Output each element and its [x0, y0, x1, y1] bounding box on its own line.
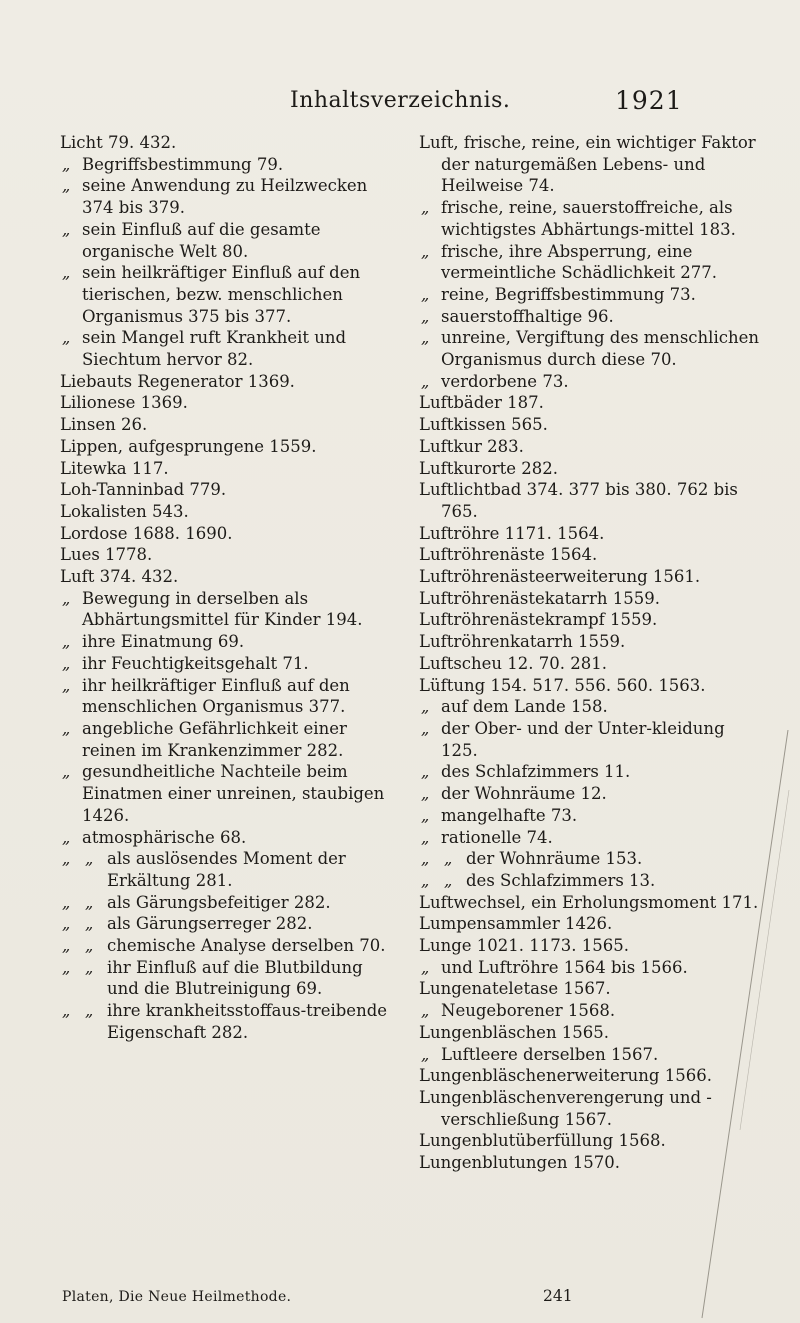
page-number: 1921: [615, 86, 683, 115]
ditto-mark: „: [421, 784, 430, 804]
index-entry-text: als auslösendes Moment der Erkältung 281.: [107, 849, 346, 890]
index-entry: [60, 544, 390, 566]
index-entry-text: Linsen 26.: [60, 415, 148, 435]
index-entry: [60, 675, 390, 718]
index-entry: [60, 913, 390, 935]
index-entry-text: Luftkurorte 282.: [419, 458, 559, 478]
ditto-mark: „: [62, 632, 71, 652]
ditto-mark: „: [421, 241, 430, 261]
index-entry-text: als Gärungserreger 282.: [107, 914, 313, 934]
index-entry-text: Luftkissen 565.: [419, 415, 548, 435]
index-entry-text: ihr heilkräftiger Einfluß auf den menschlichen Organismus 377.: [82, 675, 350, 717]
ditto-mark: „: [421, 849, 430, 869]
index-entry-text: Lilionese 1369.: [60, 393, 188, 413]
ditto-mark: „: [421, 697, 430, 717]
index-entry: [60, 371, 390, 393]
index-entry: [419, 631, 764, 653]
index-entry-text: Lues 1778.: [60, 545, 153, 565]
index-entry: [60, 848, 390, 891]
index-entry: [60, 631, 390, 653]
index-entry: [419, 479, 764, 522]
index-entry-text: mangelhafte 73.: [441, 805, 578, 825]
index-entry: [419, 284, 764, 306]
index-entry-text: Luftleere derselben 1567.: [441, 1044, 659, 1064]
index-entry: [419, 675, 764, 697]
ditto-mark: „: [421, 1044, 430, 1064]
page-edge-mark: [700, 730, 790, 1320]
index-entry-text: seine Anwendung zu Heilzwecken 374 bis 379.: [82, 176, 368, 218]
index-entry-text: der Wohnräume 12.: [441, 784, 607, 804]
index-entry-text: Lungenbläschen 1565.: [419, 1022, 610, 1042]
index-entry-text: gesundheitliche Nachteile beim Einatmen einer unreinen, staubigen 1426.: [82, 762, 385, 825]
index-entry: [60, 1000, 390, 1043]
index-entry: [419, 544, 764, 566]
index-entry-text: ihr Feuchtigkeitsgehalt 71.: [82, 653, 309, 673]
ditto-mark: „: [85, 957, 94, 977]
index-entry-text: als Gärungsbefeitiger 282.: [107, 892, 331, 912]
index-entry: [419, 414, 764, 436]
index-entry-text: ihre Einatmung 69.: [82, 632, 245, 652]
index-entry-text: der Ober- und der Unter-kleidung 125.: [441, 718, 725, 760]
index-entry: [419, 241, 764, 284]
index-entry-text: Luftbäder 187.: [419, 393, 544, 413]
index-entry: [60, 175, 390, 218]
index-entry: [60, 588, 390, 631]
index-entry-text: verdorbene 73.: [441, 371, 569, 391]
index-entry: [60, 501, 390, 523]
running-title: Inhaltsverzeichnis.: [290, 88, 511, 113]
index-entry-text: Lungenbläschenerweiterung 1566.: [419, 1066, 712, 1086]
index-entry-text: sauerstoffhaltige 96.: [441, 306, 614, 326]
ditto-mark: „: [421, 198, 430, 218]
index-entry-text: und Luftröhre 1564 bis 1566.: [441, 957, 688, 977]
index-entry-text: Lungenateletase 1567.: [419, 979, 611, 999]
index-entry: [60, 327, 390, 370]
index-entry-text: Luftwechsel, ein Erholungsmoment 171.: [419, 892, 759, 912]
index-entry: [60, 132, 390, 154]
index-entry: [419, 327, 764, 370]
index-entry-text: des Schlafzimmers 11.: [441, 762, 631, 782]
ditto-mark: „: [62, 653, 71, 673]
index-entry-text: reine, Begriffsbestimmung 73.: [441, 284, 696, 304]
ditto-mark: „: [62, 328, 71, 348]
ditto-mark: „: [421, 284, 430, 304]
index-entry-text: Liebauts Regenerator 1369.: [60, 371, 295, 391]
index-column-left: [60, 132, 390, 1044]
signature-number: 241: [543, 1287, 573, 1305]
ditto-mark: „: [421, 827, 430, 847]
index-entry: [419, 436, 764, 458]
index-entry: [60, 479, 390, 501]
index-entry-text: Luftscheu 12. 70. 281.: [419, 653, 608, 673]
index-entry: [419, 197, 764, 240]
index-entry-text: Lunge 1021. 1173. 1565.: [419, 936, 629, 956]
index-entry-text: Luft, frische, reine, ein wichtiger Faktor der naturgemäßen Lebens- und Heilweise 74.: [419, 133, 756, 196]
ditto-mark: „: [62, 827, 71, 847]
index-entry-text: rationelle 74.: [441, 827, 553, 847]
ditto-mark: „: [85, 936, 94, 956]
index-entry-text: Loh-Tanninbad 779.: [60, 480, 227, 500]
page-header: [0, 86, 800, 120]
index-entry-text: Luftröhrenkatarrh 1559.: [419, 632, 626, 652]
ditto-mark: „: [62, 892, 71, 912]
ditto-mark: „: [85, 892, 94, 912]
index-entry-text: Lumpensammler 1426.: [419, 914, 613, 934]
index-entry: [419, 653, 764, 675]
index-entry-text: Begriffsbestimmung 79.: [82, 154, 284, 174]
index-entry-text: des Schlafzimmers 13.: [466, 870, 656, 890]
index-entry: [60, 718, 390, 761]
index-entry-text: frische, ihre Absperrung, eine vermeintliche Schädlichkeit 277.: [441, 241, 717, 283]
index-entry-text: Bewegung in derselben als Abhärtungsmittel für Kinder 194.: [82, 588, 363, 630]
index-entry: [60, 566, 390, 588]
index-entry-text: Luftröhrenäste 1564.: [419, 545, 598, 565]
index-entry-text: Neugeborener 1568.: [441, 1001, 616, 1021]
index-entry-text: angebliche Gefährlichkeit einer reinen im Krankenzimmer 282.: [82, 718, 347, 760]
index-entry-text: Lordose 1688. 1690.: [60, 523, 233, 543]
index-entry: [419, 609, 764, 631]
ditto-mark: „: [62, 849, 71, 869]
index-entry: [419, 392, 764, 414]
index-entry: [60, 262, 390, 327]
index-entry: [60, 935, 390, 957]
index-entry-text: Lokalisten 543.: [60, 501, 189, 521]
ditto-mark: „: [85, 1001, 94, 1021]
footer-source: Platen, Die Neue Heilmethode.: [62, 1289, 292, 1305]
ditto-mark: „: [421, 371, 430, 391]
index-entry: [60, 154, 390, 176]
index-entry: [60, 458, 390, 480]
ditto-mark: „: [421, 762, 430, 782]
ditto-mark: „: [85, 849, 94, 869]
index-entry-text: Lungenblutüberfüllung 1568.: [419, 1131, 666, 1151]
index-entry-text: Lippen, aufgesprungene 1559.: [60, 436, 317, 456]
index-entry-text: Luftkur 283.: [419, 436, 524, 456]
index-entry: [419, 696, 764, 718]
index-entry: [60, 827, 390, 849]
index-entry-text: chemische Analyse derselben 70.: [107, 936, 386, 956]
index-entry-text: frische, reine, sauerstoffreiche, als wichtigstes Abhärtungs-mittel 183.: [441, 198, 736, 239]
index-entry-text: Luftröhre 1171. 1564.: [419, 523, 605, 543]
index-entry: [60, 523, 390, 545]
ditto-mark: „: [62, 718, 71, 738]
ditto-mark: „: [421, 328, 430, 348]
index-entry-text: Licht 79. 432.: [60, 133, 177, 152]
ditto-mark: „: [62, 588, 71, 608]
index-entry-text: auf dem Lande 158.: [441, 697, 608, 717]
ditto-mark: „: [62, 762, 71, 782]
ditto-mark: „: [444, 870, 453, 890]
index-entry-text: atmosphärische 68.: [82, 827, 247, 847]
ditto-mark: „: [421, 870, 430, 890]
index-entry: [60, 653, 390, 675]
ditto-mark: „: [62, 263, 71, 283]
ditto-mark: „: [62, 675, 71, 695]
index-entry-text: Luftröhrenästekatarrh 1559.: [419, 588, 660, 608]
index-entry: [60, 436, 390, 458]
index-entry-text: ihr Einfluß auf die Blutbildung und die Blutreinigung 69.: [107, 957, 363, 999]
ditto-mark: „: [421, 957, 430, 977]
index-entry: [419, 371, 764, 393]
ditto-mark: „: [62, 219, 71, 239]
ditto-mark: „: [62, 936, 71, 956]
ditto-mark: „: [62, 957, 71, 977]
index-entry: [60, 957, 390, 1000]
ditto-mark: „: [421, 718, 430, 738]
ditto-mark: „: [444, 849, 453, 869]
index-entry-text: Lungenbläschenverengerung und -verschließung 1567.: [419, 1087, 712, 1129]
index-entry-text: Luftröhrenästeerweiterung 1561.: [419, 567, 701, 587]
ditto-mark: „: [421, 1001, 430, 1021]
index-entry-text: sein heilkräftiger Einfluß auf den tierischen, bezw. menschlichen Organismus 375 bis 377.: [82, 263, 361, 326]
ditto-mark: „: [62, 176, 71, 196]
index-entry-text: unreine, Vergiftung des menschlichen Organismus durch diese 70.: [441, 328, 759, 370]
index-entry: [60, 392, 390, 414]
index-entry-text: Luft 374. 432.: [60, 567, 179, 587]
index-entry: [60, 892, 390, 914]
ditto-mark: „: [421, 805, 430, 825]
index-entry: [419, 523, 764, 545]
index-entry-text: Litewka 117.: [60, 458, 169, 478]
ditto-mark: „: [62, 914, 71, 934]
index-entry: [419, 458, 764, 480]
index-entry: [419, 566, 764, 588]
ditto-mark: „: [85, 914, 94, 934]
index-entry-text: der Wohnräume 153.: [466, 849, 643, 869]
index-entry: [60, 219, 390, 262]
index-entry-text: sein Mangel ruft Krankheit und Siechtum hervor 82.: [82, 328, 347, 370]
ditto-mark: „: [421, 306, 430, 326]
index-entry-text: ihre krankheitsstoffaus-treibende Eigenschaft 282.: [107, 1001, 388, 1042]
index-entry-text: Luftröhrenästekrampf 1559.: [419, 610, 658, 630]
index-entry-text: sein Einfluß auf die gesamte organische Welt 80.: [82, 219, 321, 261]
ditto-mark: „: [62, 1001, 71, 1021]
index-entry: [419, 132, 764, 197]
index-entry-text: Lungenblutungen 1570.: [419, 1153, 620, 1173]
index-entry: [60, 761, 390, 826]
index-entry: [60, 414, 390, 436]
index-entry: [419, 588, 764, 610]
ditto-mark: „: [62, 154, 71, 174]
index-entry-text: Lüftung 154. 517. 556. 560. 1563.: [419, 675, 706, 695]
index-entry: [419, 306, 764, 328]
index-entry-text: Luftlichtbad 374. 377 bis 380. 762 bis 765.: [419, 480, 738, 521]
